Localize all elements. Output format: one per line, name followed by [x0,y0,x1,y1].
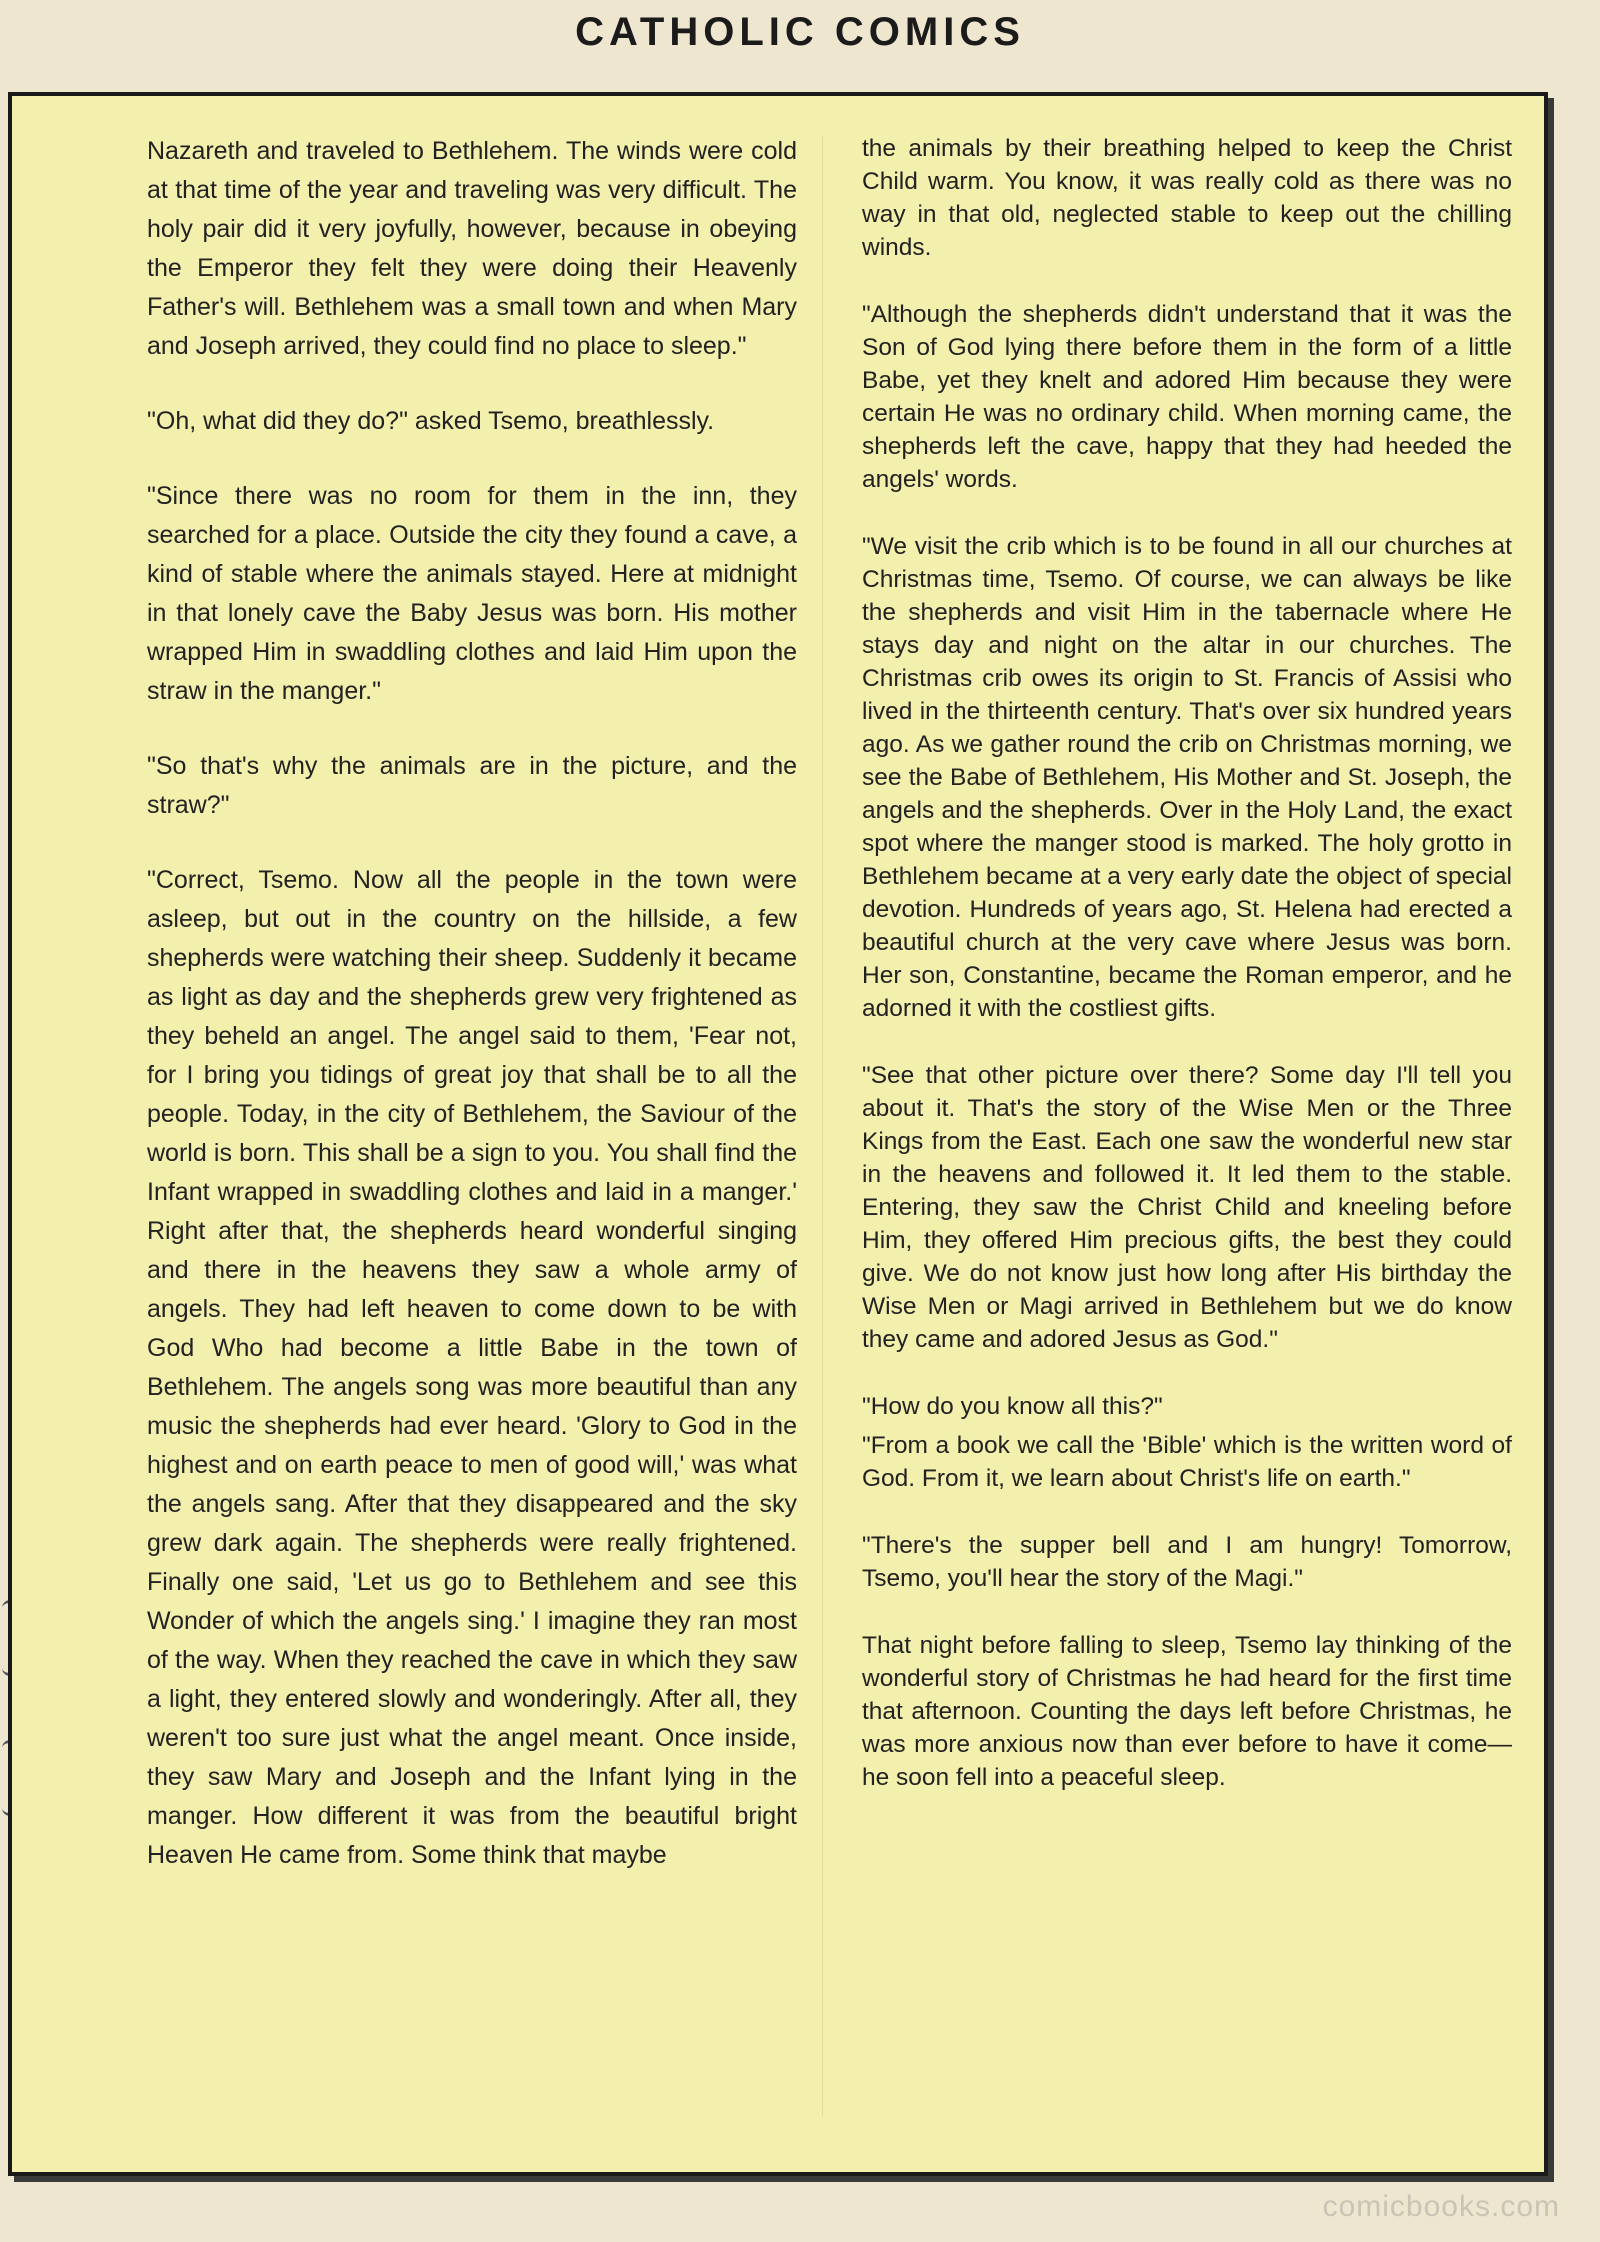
paragraph: "See that other picture over there? Some day I'll tell you about it. That's the story of the Wise Men or the Three Kings from the East. Each one saw the wonderful new star in the heavens and followed it. It led them to the stable. Entering, they saw the Christ Child and kneeling before Him, they offered Him precious gifts, the best they could give. We do not know just how long after His birthday the Wise Men or Magi arrived in Bethlehem but we do know they came and adored Jesus as God." [862,1062,1512,1353]
paragraph: That night before falling to sleep, Tsemo lay thinking of the wonderful story of Christmas he had heard for the first time that afternoon. Counting the days left before Christmas, he was more anxious now than ever before to have it come—he soon fell into a peaceful sleep. [862,1632,1512,1791]
paragraph: Nazareth and traveled to Bethlehem. The winds were cold at that time of the year and traveling was very difficult. The holy pair did it very joyfully, however, because in obeying the Emperor they felt they were doing their Heavenly Father's will. Bethlehem was a small town and when Mary and Joseph arrived, they could find no place to sleep." [147,137,797,360]
paragraph: "From a book we call the 'Bible' which is the written word of God. From it, we learn about Christ's life on earth." [862,1432,1512,1492]
right-column [862,132,1512,2172]
paragraph: "Although the shepherds didn't understand that it was the Son of God lying there before them in the form of a little Babe, yet they knelt and adored Him because they were certain He was no ordinary child. When morning came, the shepherds left the cave, happy that they had heeded the angels' words. [862,301,1512,493]
page-title: CATHOLIC COMICS [575,10,1025,54]
paragraph: "Since there was no room for them in the inn, they searched for a place. Outside the city they found a cave, a kind of stable where the animals stayed. Here at midnight in that lonely cave the Baby Jesus was born. His mother wrapped Him in swaddling clothes and laid Him upon the straw in the manger." [147,482,797,705]
left-column [147,132,797,2172]
paragraph: "How do you know all this?" [862,1393,1163,1420]
paragraph: "We visit the crib which is to be found in all our churches at Christmas time, Tsemo. Of course, we can always be like the shepherds and visit Him in the tabernacle where He stays day and night on the altar in our churches. The Christmas crib owes its origin to St. Francis of Assisi who lived in the thirteenth century. That's over six hundred years ago. As we gather round the crib on Christmas morning, we see the Babe of Bethlehem, His Mother and St. Joseph, the angels and the shepherds. Over in the Holy Land, the exact spot where the manger stood is marked. The holy grotto in Bethlehem became at a very early date the object of special devotion. Hundreds of years ago, St. Helena had erected a beautiful church at the very cave where Jesus was born. Her son, Constantine, became the Roman emperor, and he adorned it with the costliest gifts. [862,533,1512,1022]
watermark: comicbooks.com [1322,2190,1560,2223]
column-gutter [822,136,823,2116]
paragraph: "There's the supper bell and I am hungry! Tomorrow, Tsemo, you'll hear the story of the Magi." [862,1532,1512,1592]
paragraph: "Correct, Tsemo. Now all the people in the town were asleep, but out in the country on the hillside, a few shepherds were watching their sheep. Suddenly it became as light as day and the shepherds grew very frightened as they beheld an angel. The angel said to them, 'Fear not, for I bring you tidings of great joy that shall be to all the people. Today, in the city of Bethlehem, the Saviour of the world is born. This shall be a sign to you. You shall find the Infant wrapped in swaddling clothes and laid in a manger.' Right after that, the shepherds heard wonderful singing and there in the heavens they saw a whole army of angels. They had left heaven to come down to be with God Who had become a little Babe in the town of Bethlehem. The angels song was more beautiful than any music the shepherds had ever heard. 'Glory to God in the highest and on earth peace to men of good will,' was what the angels sang. After that they disappeared and the sky grew dark again. The shepherds were really frightened. Finally one said, 'Let us go to Bethlehem and see this Wonder of which the angels sing.' I imagine they ran most of the way. When they reached the cave in which they saw a light, they entered slowly and wonderingly. After all, they weren't too sure just what the angel meant. Once inside, they saw Mary and Joseph and the Infant lying in the manger. How different it was from the beautiful bright Heaven He came from. Some think that maybe [147,866,797,1869]
paragraph: the animals by their breathing helped to keep the Christ Child warm. You know, it was really cold as there was no way in that old, neglected stable to keep out the chilling winds. [862,135,1512,261]
paragraph: "Oh, what did they do?" asked Tsemo, breathlessly. [147,407,715,435]
text-panel [8,92,1548,2176]
paragraph: "So that's why the animals are in the picture, and the straw?" [147,752,797,819]
